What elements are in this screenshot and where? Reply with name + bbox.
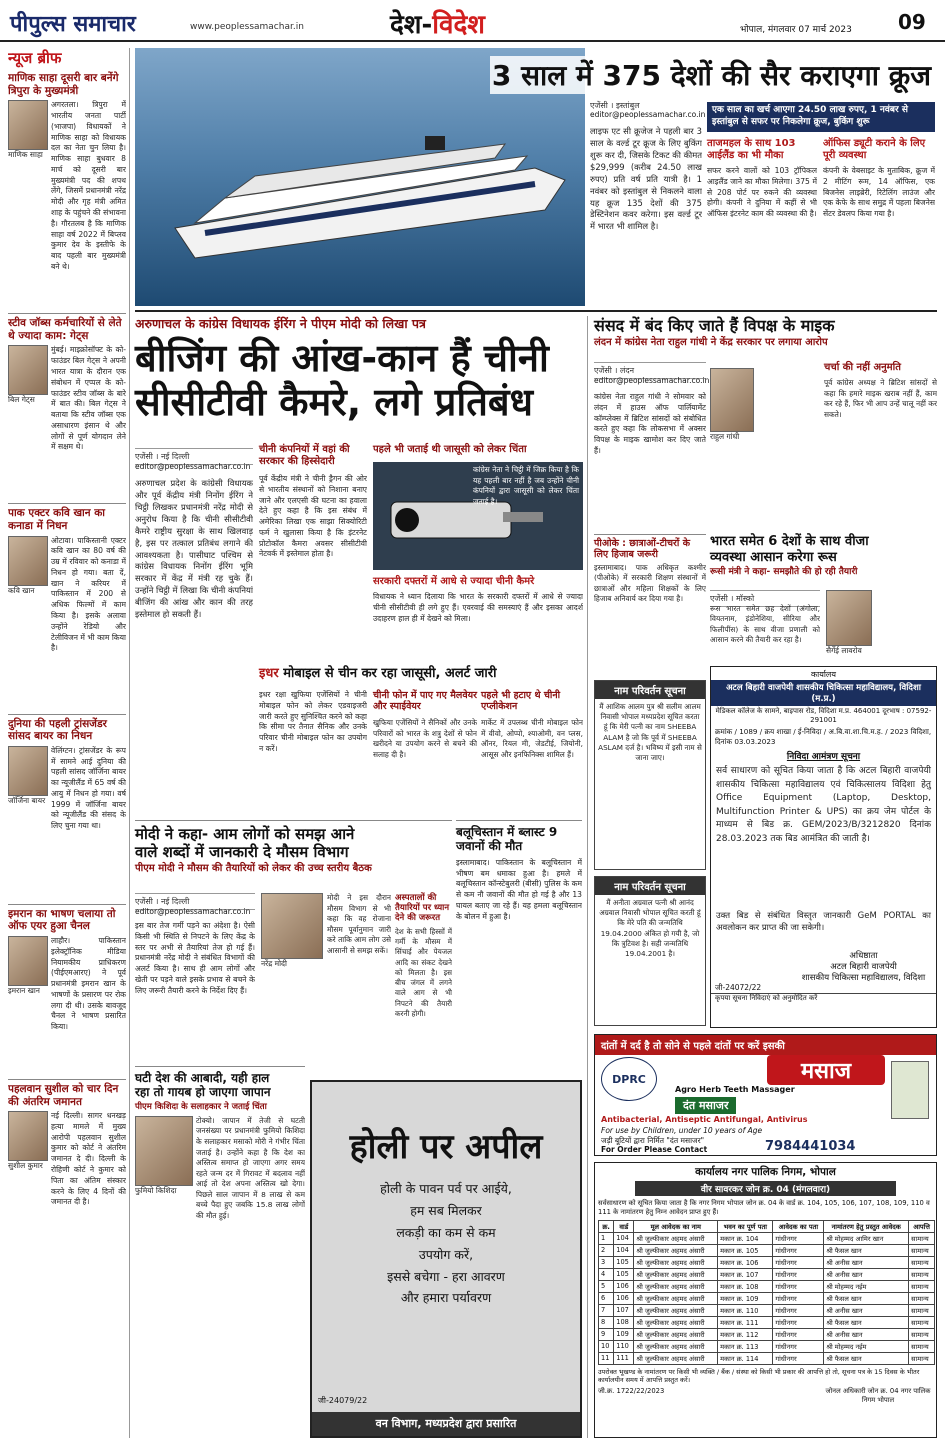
name-change-text: मैं आशिक आलम पुत्र श्री सलीम आलम निवासी भोपाल मध्यप्रदेश सूचित करता हूं कि मेरी पत्नी का नाम SHEEBA ALAM है जो कि पूर्व में SHEEBA ASLAM दर्ज है। भविष्य में इसी नाम से जाना जाए। <box>598 702 702 763</box>
brief-photo <box>8 936 48 986</box>
massager-tagline: दांतों में दर्द है तो सोने से पहले दांतों पर करें इसकी <box>595 1035 936 1055</box>
holi-line: इससे बचेगा - हरा आवरण <box>387 1268 505 1284</box>
beijing-side-title: चीनी कंपनियों में वहां की सरकार की हिस्सेदारी <box>259 444 350 467</box>
russia-story <box>710 534 937 660</box>
russia-headline-1: भारत समेत 6 देशों के साथ वीजा <box>710 534 869 549</box>
college-name: अटल बिहारी वाजपेयी शासकीय चिकित्सा महाविद्यालय, विदिशा (म.प्र.) <box>711 680 936 706</box>
massager-product-hi: दंत मसाजर <box>675 1097 736 1114</box>
brief-photo-caption: जॉर्जिना बायर <box>8 796 48 806</box>
beijing-headline-1: बीजिंग की आंख-कान हैं चीनी <box>135 336 549 380</box>
municipal-code: जी.क्र. 1722/22/2023 <box>598 1386 665 1395</box>
holi-line: और हमारा पर्यावरण <box>400 1290 492 1306</box>
brief-title: इमरान का भाषण चलाया तो ऑफ एयर हुआ चैनल <box>8 907 116 933</box>
table-row <box>599 1244 935 1256</box>
brief-item <box>8 72 126 305</box>
college-text: सर्व साधारण को सूचित किया जाता है कि अटल बिहारी वाजपेयी शासकीय चिकित्सा महाविद्यालय एवं चिकित्सालय विदिशा हेतु Office Equipment (Laptop, Desktop, Multifunction Printer & UPS) का क्रय जेम पोर्टल के माध्यम से बिड क्र. GEM/2023/B/3212820 दिनांक 28.03.2023 तक बिड आमंत्रित की जाती है। <box>716 766 931 844</box>
table-row <box>599 1340 935 1352</box>
baluch-story <box>456 820 582 1060</box>
table-cell: श्री जुल्फीकार अहमद अंसारी <box>634 1280 718 1292</box>
weather-text: इस बार तेज गर्मी पड़ने का अंदेशा है। ऐसी किसी भी स्थिति से निपटने के लिए केंद्र के स्तर पर अभी से तैयारियां तेज हो गई हैं। प्रधानमंत्री नरेंद्र मोदी ने संबंधित विभागों की अलर्ट किया है। साथ ही आम लोगों और खेती पर पड़ने वाले इसके प्रभाव से बचने के लिए जरूरी तैयारी करने के निर्देश दिए हैं। <box>135 921 255 995</box>
japan-headline-1: घटी देश की आबादी, यही हाल <box>135 1071 270 1085</box>
brief-item <box>8 714 126 896</box>
college-office: कार्यालय <box>811 670 836 679</box>
beijing-office-title: सरकारी दफ्तरों में आधे से ज्यादा चीनी कैमरे <box>373 576 535 587</box>
brief-photo-caption: इमरान खान <box>8 986 48 996</box>
holi-title: होली पर अपील <box>349 1127 543 1167</box>
massager-herbs: जड़ी बूटियों द्वारा निर्मित "दंत मसाजर" <box>601 1136 705 1145</box>
cruise-story <box>135 48 937 306</box>
table-row <box>599 1256 935 1268</box>
table-cell: गांधीनगर <box>773 1328 824 1340</box>
table-cell: गांधीनगर <box>773 1268 824 1280</box>
holi-code: जी-24079/22 <box>318 1396 368 1405</box>
modi-photo <box>261 893 323 959</box>
table-cell: श्री अनीस खान <box>824 1328 909 1340</box>
beijing-side-text: पूर्व केंद्रीय मंत्री ने चीनी ड्रैगन की ओर से भारतीय संस्थानों को निशाना बनाए जाने और एलएसी की घटना का हवाला देते हुए कहा है कि इस संबंध में अमेरिका लिखा एक साझा सिक्योरिटी फर्म ने खुलासा किया है कि इंटरनेट प्रोटोकॉल कैमरा अवसर सीसीटीवी नेटवर्क में इस्तेमाल होता है। <box>259 474 367 559</box>
brief-item <box>8 313 126 495</box>
table-cell: मकान क्र. 111 <box>718 1316 773 1328</box>
hospital-text: देश के सभी हिस्सों में गर्मी के मौसम में सिंचाई और पेयजल आदि का संकट देखने को मिलता है। इस बीच जंगल में लगने वाले आग से भी निपटने की तैयारी करनी होगी। <box>395 927 452 1018</box>
brief-photo <box>8 536 48 586</box>
brief-photo <box>8 345 48 395</box>
name-change-title: नाम परिवर्तन सूचना <box>595 681 705 699</box>
dateline: भोपाल, मंगलवार 07 मार्च 2023 <box>740 25 852 35</box>
table-row <box>599 1316 935 1328</box>
name-change-notice-1 <box>594 680 706 870</box>
table-cell: गांधीनगर <box>773 1232 824 1244</box>
table-cell: श्री जुल्फीकार अहमद अंसारी <box>634 1232 718 1244</box>
table-cell: 8 <box>599 1316 614 1328</box>
name-change-title: नाम परिवर्तन सूचना <box>595 877 705 895</box>
table-cell: सामान्य <box>909 1244 935 1256</box>
table-cell: सामान्य <box>909 1280 935 1292</box>
table-cell: 7 <box>599 1304 614 1316</box>
cruise-deck: एक साल का खर्च आएगा 24.50 लाख रुपए, 1 नवंबर से इस्तांबुल से सफर पर निकलेगा क्रूज, बुकिंग शुरू <box>707 102 935 132</box>
brief-photo-caption: कवि खान <box>8 586 48 596</box>
malware-title: चीनी फोन में पाए गए मैलवेयर और स्पाईवेयर <box>373 690 478 713</box>
table-cell: गांधीनगर <box>773 1304 824 1316</box>
table-cell: गांधीनगर <box>773 1256 824 1268</box>
table-cell: 11 <box>599 1352 614 1364</box>
table-cell: गांधीनगर <box>773 1244 824 1256</box>
mobile-headline-a: इधर <box>259 666 279 681</box>
college-footer: कृपया सूचना निविदाएं को अनुमोदित करें <box>711 993 936 1003</box>
table-header: आवेदक का पता <box>773 1220 824 1232</box>
college-sign-3: शासकीय चिकित्सा महाविद्यालय, विदिशा <box>801 973 926 983</box>
table-cell: मकान क्र. 105 <box>718 1244 773 1256</box>
massager-use: For use by Children, under 10 years of Age <box>601 1126 763 1135</box>
table-row <box>599 1268 935 1280</box>
municipal-sign: जोनल अधिकारी जोन क्र. 04 नगर पालिक निगम भोपाल <box>825 1386 931 1404</box>
parliament-byline: एजेंसी । लंदन <box>594 362 706 379</box>
massager-phone[interactable]: 7984441034 <box>765 1139 856 1154</box>
table-cell: 109 <box>614 1328 634 1340</box>
municipal-footer: उपरोक्त भूखण्ड के नामांतरण पर किसी भी व्यक्ति / बैंक / संस्था को किसी भी प्रकार की आपत्ति हो तो, सूचना पत्र के 15 दिवस के भीतर कार्यालयीन समय में आपत्ति प्रस्तुत करें। <box>598 1367 920 1385</box>
brief-photo-caption: बिल गेट्स <box>8 395 48 405</box>
beijing-office-text: विधायक ने ध्यान दिलाया कि भारत के सरकारी दफ्तरों में आधे से ज्यादा चीनी सीसीटीवी ही लगे हुए हैं। एवरवाई की समस्याएं हैं और इसका आदर्श उदाहरण हाल ही में देखने को मिला। <box>373 592 583 623</box>
brief-title: माणिक साहा दूसरी बार बनेंगे त्रिपुरा के मुख्यमंत्री <box>8 72 119 97</box>
cruise-sub1-title: ताजमहल के साथ 103 आईलैंड का भी मौका <box>707 138 796 161</box>
table-cell: गांधीनगर <box>773 1280 824 1292</box>
pok-title: पीओके : छात्राओं-टीचरों के लिए हिजाब जरूरी <box>594 538 690 561</box>
table-cell: 9 <box>599 1328 614 1340</box>
beijing-cam-text: कांग्रेस नेता ने चिट्ठी में जिक्र किया है कि यह पहली बार नहीं है जब उन्होंने चीनी कंपनियों द्वारा जासूसी को लेकर चिंता जताई है। <box>473 465 579 506</box>
table-cell: श्री फैसल खान <box>824 1316 909 1328</box>
table-cell: श्री जुल्फीकार अहमद अंसारी <box>634 1304 718 1316</box>
brief-item <box>8 904 126 1071</box>
table-row <box>599 1328 935 1340</box>
weather-deck: पीएम मोदी ने मौसम की तैयारियों को लेकर की उच्च स्तरीय बैठक <box>135 863 372 874</box>
cruise-headline: 3 साल में 375 देशों की सैर कराएगा क्रूज <box>490 56 935 94</box>
massager-title: मसाज <box>767 1055 885 1085</box>
table-row <box>599 1304 935 1316</box>
table-cell: 106 <box>614 1280 634 1292</box>
rahul-photo <box>710 368 754 432</box>
brief-text: लाहौर। पाकिस्तान इलेक्ट्रॉनिक मीडिया नियामकीय प्राधिकरण (पीईएमआरए) ने पूर्व प्रधानमंत्री इमरान खान के भाषणों के प्रसारण पर रोक लगा दी थी। उसके बावजूद चैनल ने भाषण प्रसारित किया। <box>51 935 126 1032</box>
weather-byline: एजेंसी । नई दिल्ली <box>135 893 255 910</box>
table-cell: 6 <box>599 1292 614 1304</box>
municipal-title: कार्यालय नगर पालिक निगम, भोपाल <box>695 1166 836 1178</box>
lavrov-caption: सैर्गेई लावरोव <box>826 646 876 656</box>
name-change-notice-2 <box>594 876 706 1026</box>
massager-order: For Order Please Contact <box>601 1145 708 1154</box>
table-header: क्र. <box>599 1220 614 1232</box>
parliament-deck: लंदन में कांग्रेस नेता राहुल गांधी ने केंद्र सरकार पर लगाया आरोप <box>594 337 828 349</box>
college-address: मेडिकल कॉलेज के सामने, बाइपास रोड, विदिशा म.प्र. 464001 दूरभाष : 07592-291001 <box>715 707 932 724</box>
table-cell: 106 <box>614 1292 634 1304</box>
news-brief-column <box>8 48 126 1438</box>
parliament-email[interactable]: editor@peoplessamachar.co.in <box>594 376 710 385</box>
table-cell: श्री जुल्फीकार अहमद अंसारी <box>634 1292 718 1304</box>
weather-email[interactable]: editor@peoplessamachar.co.in <box>135 907 251 916</box>
table-cell: गांधीनगर <box>773 1292 824 1304</box>
municipal-notice <box>594 1162 937 1438</box>
table-cell: मकान क्र. 106 <box>718 1256 773 1268</box>
brief-text: नई दिल्ली। सागर धनखड़ हत्या मामले में मुख्य आरोपी पहलवान सुशील कुमार को कोर्ट ने अंतरिम जमानत दे दी। दिल्ली के रोहिणी कोर्ट ने कुमार को पिता का अंतिम संस्कार करने के लिए 4 दिनों की जमानत दी है। <box>51 1111 126 1207</box>
holi-lines <box>312 1178 580 1309</box>
table-cell: मकान क्र. 112 <box>718 1328 773 1340</box>
weather-headline-2: वाले शब्दों में जानकारी दे मौसम विभाग <box>135 843 349 861</box>
brief-photo-caption: माणिक साहा <box>8 150 48 160</box>
table-cell: सामान्य <box>909 1256 935 1268</box>
masthead-url[interactable]: www.peoplessamachar.in <box>190 22 304 32</box>
beijing-cam-title: पहले भी जताई थी जासूसी को लेकर चिंता <box>373 444 527 455</box>
brief-title: पहलवान सुशील को चार दिन की अंतरिम जमानत <box>8 1082 119 1108</box>
table-cell: श्री अनीस खान <box>824 1268 909 1280</box>
beijing-byline: एजेंसी । नई दिल्ली <box>135 448 253 465</box>
table-cell: सामान्य <box>909 1328 935 1340</box>
cruise-byline: एजेंसी । इस्तांबुल <box>590 101 640 110</box>
mobile-text: इधर रक्षा खुफिया एजेंसियों ने चीनी मोबाइल फोन को लेकर एडवाइजरी जारी करते हुए सुनिश्चित करने को कहा कि सीमा पर तैनात सैनिक और उनके परिवार चीनी मोबाइल फोन का उपयोग न करें। <box>259 690 367 753</box>
table-cell: 105 <box>614 1256 634 1268</box>
table-cell: मकान क्र. 109 <box>718 1292 773 1304</box>
table-cell: 110 <box>614 1340 634 1352</box>
beijing-kicker: अरुणाचल के कांग्रेस विधायक ईरिंग ने पीएम मोदी को लिखा पत्र <box>135 316 426 331</box>
massager-product-jar <box>891 1061 929 1119</box>
beijing-headline-2: सीसीटीवी कैमरे, लगे प्रतिबंध <box>135 379 533 424</box>
brief-text: वेलिंग्टन। ट्रांसजेंडर के रूप में सामने आई दुनिया की पहली सांसद जॉर्जिना बायर का न्यूजीलैंड में 65 वर्ष की आयु में निधन हो गया। वर्ष 1999 में जॉर्जिना बायर को न्यूजीलैंड की संसद के लिए चुना गया था। <box>51 745 126 831</box>
section-title-a: देश- <box>390 10 433 40</box>
table-header: मूल आवेदक का नाम <box>634 1220 718 1232</box>
holi-line: उपयोग करें, <box>418 1246 474 1262</box>
table-header: आपत्ति <box>909 1220 935 1232</box>
municipal-intro: सर्वसाधारण को सूचित किया जाता है कि नगर निगम भोपाल जोन क्र. 04 के वार्ड क्र. 104, 105, 106, 107, 108, 109, 110 व 111 के नामांतरण हेतु निम्न आवेदन प्राप्त हुए हैं। <box>598 1199 930 1216</box>
table-cell: 3 <box>599 1256 614 1268</box>
baluch-text: इस्लामाबाद। पाकिस्तान के बलूचिस्तान में भीषण बम धमाका हुआ है। हमले में बलूचिस्तान कॉन्स्टेबुलरी (बीसी) पुलिस के कम से कम नौ जवानों की मौत हो गई है और 13 घायल बताए जा रहे हैं। यह हमला बलूचिस्तान के बोलन में हुआ है। <box>456 857 582 921</box>
russia-deck: रूसी मंत्री ने कहा- समझौते की हो रही तैयारी <box>710 567 858 578</box>
table-cell: 107 <box>614 1304 634 1316</box>
table-cell: श्री फैसल खान <box>824 1292 909 1304</box>
cruise-sub2-text: कंपनी के वेबसाइट के मुताबिक, क्रूज में 2 मीटिंग रूम, 14 ऑफिस, एक बिजनेस लाइब्रेरी, रिटेलिंग लाउंज और एक केफे के साथ समुद्र में पहला बिजनेस सेंटर डेवलप किया गया है। <box>823 166 935 219</box>
table-cell: 104 <box>614 1232 634 1244</box>
app-ban-text: मार्केट में उपलब्ध चीनी मोबाइल फोन में वीवो, ओप्पो, श्याओमी, वन प्लस, ऑनर, रियल मी, जेडटीई, जियोनी, आसूस और इनफिनिक्स शामिल हैं। <box>481 718 583 759</box>
table-cell: श्री जुल्फीकार अहमद अंसारी <box>634 1340 718 1352</box>
weather-text-2: मोदी ने इस दौरान मौसम विभाग से भी कहा कि वह रोजाना मौसम पूर्वानुमान जारी करे ताकि आम लोग उसे आसानी से समझ सकें। <box>327 893 391 955</box>
parliament-story <box>594 316 937 528</box>
malware-text: खुफिया एजेंसियों ने सैनिकों और उनके परिवारों को भारत के शत्रु देशों से फोन खरीदने या उपयोग करने से बचने की सलाह दी है। <box>373 718 477 759</box>
parliament-text: कांग्रेस नेता राहुल गांधी ने सोमवार को लंदन में हाउस ऑफ पार्लियामेंट कॉम्प्लेक्स में ब्रिटिश सांसदों को संबोधित करते हुए कहा कि लोकसभा में अक्सर विपक्ष के माइक खामोश कर दिए जाते हैं। <box>594 392 706 455</box>
russia-byline: एजेंसी । मॉस्को <box>710 590 820 607</box>
brief-text: मुंबई। माइक्रोसॉफ्ट के को-फाउंडर बिल गेट्स ने अपनी भारत यात्रा के दौरान एक संबोधन में एप्पल के को-फाउंडर स्टीव जॉब्स के बारे में बात की। बिल गेट्स ने बताया कि स्टीव जॉब्स एक असाधारण इंसान थे और लोगों से पूर्ण योगदान लेने में सक्षम थे। <box>51 345 126 452</box>
kishida-caption: फुमियो किशिदा <box>135 1186 193 1196</box>
table-header: नामांतरण हेतु प्रस्तुत आवेदक <box>824 1220 909 1232</box>
massager-features: Antibacterial, Antiseptic Antifungal, Antivirus <box>601 1115 808 1124</box>
brief-item <box>8 503 126 705</box>
table-cell: मकान क्र. 114 <box>718 1352 773 1364</box>
table-cell: श्री जुल्फीकार अहमद अंसारी <box>634 1352 718 1364</box>
brief-title: दुनिया की पहली ट्रांसजेंडर सांसद बायर का निधन <box>8 717 107 743</box>
beijing-story <box>135 316 582 906</box>
table-cell: मकान क्र. 113 <box>718 1340 773 1352</box>
russia-headline-2: व्यवस्था आसान करेगा रूस <box>710 549 837 565</box>
table-header: वार्ड <box>614 1220 634 1232</box>
cruise-text: लाइफ एट सी क्रूजेज ने पहली बार 3 साल के वर्ल्ड टूर क्रूज के लिए बुकिंग शुरू कर दी, जिसके टिकट की कीमत $29,999 (करीब 24.50 लाख रुपए) प्रति वर्ष प्रति यात्री है। 1 नवंबर को इस्तांबुल से निकलने वाला यह क्रूज 135 देशों की 375 डेस्टिनेशन कवर करेगा। इस वर्ल्ड टूर में भारत भी शामिल है। <box>590 126 702 232</box>
municipal-zone: वीर सावरकर जोन क्र. 04 (मंगलवारा) <box>635 1181 896 1196</box>
parliament-side-text: पूर्व कांग्रेस अध्यक्ष ने ब्रिटिश सांसदों से कहा कि हमारे माइक खराब नहीं हैं, काम कर रहे हैं, फिर भी आप उन्हें चालू नहीं कर सकते। <box>824 378 937 419</box>
table-cell: 108 <box>614 1316 634 1328</box>
japan-headline-2: रहा तो गायब हो जाएगा जापान <box>135 1085 271 1100</box>
table-cell: श्री जुल्फीकार अहमद अंसारी <box>634 1244 718 1256</box>
rahul-caption: राहुल गांधी <box>710 432 754 442</box>
table-cell: 104 <box>614 1244 634 1256</box>
table-cell: सामान्य <box>909 1292 935 1304</box>
table-cell: सामान्य <box>909 1268 935 1280</box>
weather-headline-1: मोदी ने कहा- आम लोगों को समझ आने <box>135 825 355 843</box>
brief-photo <box>8 1111 48 1161</box>
news-brief-label: न्यूज ब्रीफ <box>8 49 62 67</box>
modi-caption: नरेंद्र मोदी <box>261 959 323 969</box>
pok-text: इस्लामाबाद। पाक अधिकृत कश्मीर (पीओके) में सरकारी शिक्षण संस्थानों में छात्राओं और महिला शिक्षकों के लिए हिजाब अनिवार्य कर दिया गया है। <box>594 562 706 604</box>
municipal-table-body <box>599 1232 935 1364</box>
beijing-email[interactable]: editor@peoplessamachar.co.in <box>135 462 251 471</box>
app-ban-title: पहले भी हटाए थे चीनी एप्लीकेशन <box>481 690 561 713</box>
japan-text: टोक्यो। जापान में तेजी से घटती जनसंख्या पर प्रधानमंत्री फुमियो किशिदा के सलाहकार मसाको मोरी ने गंभीर चिंता जताई है। उन्होंने कहा है कि देश का अस्तित्व समाप्त हो जाएगा अगर समय रहते जन्म दर में गिरावट में बदलाव नहीं आई तो देश अपना अस्तित्व खो देगा। पिछले साल जापान में 8 लाख से कम बच्चे पैदा हुए जबकि 15.8 लाख लोगों की मौत हुई। <box>196 1115 305 1220</box>
table-cell: सामान्य <box>909 1352 935 1364</box>
brief-title: पाक एक्टर कवि खान का कनाडा में निधन <box>8 507 106 532</box>
russia-text: रूस भारत समेत छह देशों (अंगोला, वियतनाम, इंडोनेशिया, सीरिया और फिलीपींस) के साथ वीजा प्रणाली को आसान करने की तैयारी कर रहा है। <box>710 604 820 645</box>
table-cell: मकान क्र. 107 <box>718 1268 773 1280</box>
table-cell: श्री अनीस खान <box>824 1256 909 1268</box>
section-title <box>390 5 485 41</box>
teeth-massager-ad <box>594 1034 937 1156</box>
table-cell: 5 <box>599 1280 614 1292</box>
kishida-photo <box>135 1116 193 1186</box>
table-cell: श्री जुल्फीकार अहमद अंसारी <box>634 1328 718 1340</box>
cruise-sub1-text: सफर करने वालों को 103 ट्रॉपिकल आइलैंड जाने का मौका मिलेगा। 375 में से 208 पोर्ट पर रुकने की व्यवस्था होगी। कंपनी ने दुनिया में कहीं से भी ऑफिस इंटरनेट काम की व्यवस्था की है। <box>707 166 817 219</box>
table-cell: 1 <box>599 1232 614 1244</box>
cruise-email[interactable]: editor@peoplessamachar.co.in <box>590 110 706 119</box>
college-sign-2: अटल बिहारी वाजपेयी <box>830 962 897 972</box>
table-cell: मकान क्र. 108 <box>718 1280 773 1292</box>
table-row <box>599 1280 935 1292</box>
table-cell: श्री जुल्फीकार अहमद अंसारी <box>634 1268 718 1280</box>
table-cell: श्री अनीस खान <box>824 1304 909 1316</box>
table-cell: सामान्य <box>909 1304 935 1316</box>
section-title-b: विदेश <box>432 10 485 40</box>
mobile-headline-b: मोबाइल से चीन कर रहा जासूसी, अलर्ट जारी <box>283 666 497 681</box>
holi-footer: वन विभाग, मध्यप्रदेश द्वारा प्रसारित <box>312 1412 580 1436</box>
brief-photo-caption: सुशील कुमार <box>8 1161 48 1171</box>
table-cell: श्री फैसल खान <box>824 1244 909 1256</box>
section-rule <box>135 310 937 312</box>
table-cell: 4 <box>599 1268 614 1280</box>
table-cell: मकान क्र. 110 <box>718 1304 773 1316</box>
brief-photo <box>8 100 48 150</box>
table-cell: गांधीनगर <box>773 1316 824 1328</box>
mobile-headline <box>259 666 583 682</box>
table-header: भवन का पूर्ण पता <box>718 1220 773 1232</box>
table-cell: श्री जुल्फीकार अहमद अंसारी <box>634 1256 718 1268</box>
municipal-table <box>598 1220 935 1365</box>
brief-item <box>8 1079 126 1221</box>
table-cell: सामान्य <box>909 1340 935 1352</box>
table-cell: श्री मोहम्मद आमिर खान <box>824 1232 909 1244</box>
college-ref: क्रमांक / 1089 / क्रय शाखा / ई-निविदा / अ.बि.वा.शा.चि.म.ह. / 2023 विदिशा, दिनांक 03.03.2023 <box>715 727 932 746</box>
holi-line: होली के पावन पर्व पर आईये, <box>380 1181 512 1196</box>
massager-product: Agro Herb Teeth Massager <box>675 1085 795 1094</box>
table-row <box>599 1352 935 1364</box>
column-divider <box>129 48 130 1438</box>
masthead <box>0 0 945 42</box>
column-divider <box>587 316 588 1438</box>
table-cell: 105 <box>614 1268 634 1280</box>
table-cell: श्री मोहम्मद नईम <box>824 1340 909 1352</box>
holi-line: लकड़ी का कम से कम <box>396 1224 496 1240</box>
beijing-text: अरुणाचल प्रदेश के कांग्रेसी विधायक और पूर्व केंद्रीय मंत्री निनोंग ईरिंग ने चिट्ठी लिखकर प्रधानमंत्री नरेंद्र मोदी से अनुरोध किया है कि चीनी सीसीटीवी कैमरे राष्ट्रीय सुरक्षा के साथ खिलवाड़ है, इस पर तत्काल प्रतिबंध लगाने की आवश्यकता है। पासीघाट पश्चिम से कांग्रेस विधायक निनोंग ईरिंग भूमि सरकार में केंद्र में मंत्री रह चुके हैं। उन्होंने चिट्ठी में लिखा कि चीनी कंपनियां बीजिंग की आंख और कान की तरह इस्तेमाल हो सकती हैं। <box>135 478 253 620</box>
college-code: जी-24072/22 <box>715 983 762 992</box>
holi-line: हम सब मिलकर <box>410 1202 482 1218</box>
table-cell: 2 <box>599 1244 614 1256</box>
table-row <box>599 1292 935 1304</box>
table-cell: 111 <box>614 1352 634 1364</box>
baluch-headline: बलूचिस्तान में ब्लास्ट 9 जवानों की मौत <box>456 825 558 854</box>
japan-story <box>135 1066 305 1438</box>
table-cell: 10 <box>599 1340 614 1352</box>
cruise-sub2-title: ऑफिस ड्यूटी कराने के लिए पूरी व्यवस्था <box>823 138 926 161</box>
table-cell: मकान क्र. 104 <box>718 1232 773 1244</box>
weather-story <box>135 820 452 1060</box>
table-cell: श्री फैसल खान <box>824 1352 909 1364</box>
college-tender-notice <box>710 666 937 1028</box>
newspaper-logo: पीपुल्स समाचार <box>10 11 136 37</box>
table-row <box>599 1232 935 1244</box>
college-notice-title: निविदा आमंत्रण सूचना <box>786 752 861 762</box>
table-cell: श्री मोहम्मद नईम <box>824 1280 909 1292</box>
lavrov-photo <box>826 590 872 646</box>
holi-appeal-ad <box>310 1080 582 1438</box>
table-cell: सामान्य <box>909 1232 935 1244</box>
brief-text: ओटावा। पाकिस्तानी एक्टर कवि खान का 80 वर्ष की उम्र में रविवार को कनाडा में निधन हो गया। बता दें, खान ने करियर में पाकिस्तान में 200 से अधिक फिल्मों में काम किया है। इसके अलावा उन्होंने रेडियो और टेलीविजन में भी काम किया है। <box>51 535 126 653</box>
table-cell: श्री जुल्फीकार अहमद अंसारी <box>634 1316 718 1328</box>
name-change-text: मैं अनीता अग्रवाल पत्नी श्री आनंद अग्रवाल निवासी भोपाल सूचित करती हूं कि मेरे पति की जन्मतिथि 19.04.2000 अंकित हो गयी है, जो कि त्रुटिवश है। सही जन्मतिथि 19.04.2001 है। <box>599 898 701 959</box>
college-text-2: उक्त बिड से संबंधित विस्तृत जानकारी GeM PORTAL का अवलोकन कर प्राप्त की जा सकेगी। <box>716 911 931 934</box>
massager-brand-logo: DPRC <box>601 1057 657 1101</box>
pok-story <box>594 534 706 674</box>
japan-deck: पीएम किशिदा के सलाहकार ने जताई चिंता <box>135 1101 267 1112</box>
hospital-title: अस्पतालों की तैयारियों पर ध्यान देने की जरूरत <box>395 893 450 924</box>
table-cell: सामान्य <box>909 1316 935 1328</box>
brief-title: स्टीव जॉब्स कर्मचारियों से लेते थे ज्यादा काम: गेट्स <box>8 317 122 342</box>
table-cell: गांधीनगर <box>773 1340 824 1352</box>
page-number: 09 <box>898 10 926 34</box>
college-sign-1: अधिष्ठाता <box>849 951 878 961</box>
parliament-headline: संसद में बंद किए जाते हैं विपक्ष के माइक <box>594 316 835 335</box>
parliament-side-title: चर्चा की नहीं अनुमति <box>824 362 901 373</box>
brief-text: अगरतला। त्रिपुरा में भारतीय जनता पार्टी (भाजपा) विधायकों ने माणिक साहा को विधायक दल का नेता चुन लिया है। माणिक साहा बुधवार 8 मार्च को दूसरी बार मुख्यमंत्री पद की शपथ लेंगे, जिसमें प्रधानमंत्री नरेंद्र मोदी और गृह मंत्री अमित शाह के पहुंचने की संभावना है। गौरतलब है कि माणिक साहा वर्ष 2022 में बिप्लव कुमार देव के इस्तीफे के बाद पहली बार मुख्यमंत्री बने थे। <box>51 100 126 271</box>
brief-photo <box>8 746 48 796</box>
table-cell: गांधीनगर <box>773 1352 824 1364</box>
